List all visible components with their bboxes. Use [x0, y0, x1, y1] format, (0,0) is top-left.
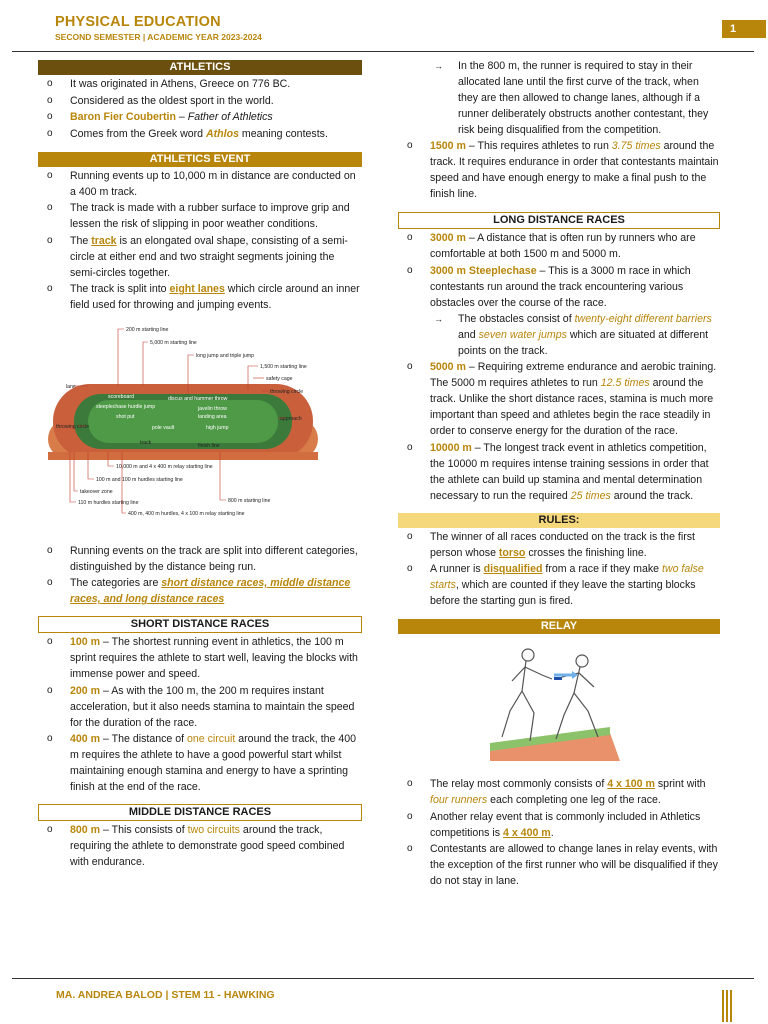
highlight: two false starts [430, 563, 704, 591]
text-span: around the track. It requires endurance in order that contestants maintain speed and have enough energy to make a final push to the finish line. [430, 140, 719, 200]
text-span: sprint with [654, 778, 706, 790]
diagram-label: 200 m starting line [126, 326, 169, 333]
diagram-label: discus and hammer throw [168, 395, 228, 402]
text-span: around the track, the 400 m requires the athlete to have a good powerful start whilst maintaining enough stamina and energy to have a sprinting finish at the end of the race. [70, 733, 357, 793]
sub-list-item: → In the 800 m, the runner is required to stay in their allocated lane until the first curve of the track, when they are then allowed to change lanes, although if a runner deliberately obstructs another contestant, they risk being disqualified from the competition. [398, 58, 720, 138]
diagram-label: pole vault [152, 424, 175, 431]
race-term: 100 m [70, 636, 101, 648]
text-span: . [550, 826, 554, 839]
highlight: 25 times [570, 489, 611, 502]
categories-term: short distance races, middle distance races, and long distance races [70, 577, 351, 605]
athletics-list [38, 76, 362, 142]
footer-author: MA. ANDREA BALOD | STEM 11 - HAWKING [56, 989, 275, 1001]
relay-list [398, 776, 720, 889]
torso-term: torso [498, 546, 526, 559]
text-span: which are situated at different points on the track. [458, 328, 709, 357]
text-span: and [458, 328, 479, 341]
document-header [55, 14, 715, 42]
text-span: around the track, requiring the athlete to demonstrate good speed combined with endurance. [70, 824, 345, 868]
text-span: meaning contests. [238, 127, 328, 140]
track-term: track [91, 234, 117, 247]
text-span: around the track. [610, 489, 694, 502]
text-span: A runner is [430, 563, 484, 575]
highlight: 12.5 times [600, 377, 650, 389]
diagram-label: 100 m and 100 m hurdles starting line [96, 476, 183, 483]
text-span: – Requiring extreme endurance and aerobic training. The 5000 m requires athletes to run [430, 361, 717, 389]
text-span: Another relay event that is commonly included in Athletics competitions is [430, 810, 701, 839]
diagram-label: landing area [198, 413, 227, 420]
list-item [38, 731, 362, 795]
list-item [398, 561, 720, 609]
race-term: 1500 m [430, 140, 466, 152]
diagram-label: finish line [198, 442, 220, 449]
text-span: from a race if they make [542, 563, 662, 575]
race-term: 5000 m [430, 361, 466, 373]
text-span: which circle around an inner field used for throwing and jumping events. [70, 283, 360, 311]
obstacle-sublist [398, 311, 720, 359]
middle-distance-list [38, 822, 362, 870]
diagram-label: high jump [206, 424, 229, 431]
highlight: 3.75 times [611, 140, 661, 152]
diagram-label: javelin throw [198, 405, 227, 412]
rules-list [398, 529, 720, 610]
diagram-label: scoreboard [108, 393, 134, 400]
document-title: PHYSICAL EDUCATION [55, 14, 221, 30]
rules-heading: RULES: [398, 513, 720, 528]
text-span: The relay most commonly consists of [430, 778, 608, 790]
diagram-label: 400 m, 400 m hurdles, 4 x 100 m relay starting line [128, 510, 245, 517]
long-distance-heading: LONG DISTANCE RACES [398, 212, 720, 229]
diagram-label: 10,000 m and 4 x 400 m relay starting line [116, 463, 213, 470]
list-item: o Running events on the track are split into different categories, distinguished by the distance being run. [38, 543, 362, 575]
text-span: – A distance that is often run by runners who are comfortable at both 1500 m and 5000 m. [430, 232, 696, 260]
track-diagram [48, 324, 318, 524]
highlight: twenty-eight different barriers [574, 312, 712, 325]
race-term: 10000 m [430, 441, 472, 454]
text-span: , which are counted if they leave the starting blocks before the starting gun is fired. [430, 579, 696, 607]
race-1500-list [398, 138, 720, 202]
text-span: – The distance of [100, 733, 188, 745]
list-item [38, 822, 362, 870]
highlight: two circuits [187, 824, 240, 836]
text-span: The obstacles consist of [458, 312, 575, 325]
text-span: – This is a 3000 m race in which contestants run around the track encountering various obstacles over the course of the race. [430, 264, 691, 309]
footer-divider [12, 978, 754, 979]
list-item [38, 126, 362, 142]
diagram-label: approach [280, 415, 302, 422]
text-span: Comes from the Greek word [70, 127, 206, 140]
document-subtitle: SECOND SEMESTER | ACADEMIC YEAR 2023-2024 [55, 32, 262, 42]
short-distance-heading: SHORT DISTANCE RACES [38, 616, 362, 633]
text-span: – The shortest running event in athletics, the 100 m sprint requires the athlete to start well, leaving the blocks with immense power and speed. [70, 636, 358, 680]
text-span: is an elongated oval shape, consisting of a semi-circle at either end and two straight segments joining the semi-circles together. [70, 234, 348, 279]
athletics-heading: ATHLETICS [38, 60, 362, 75]
page-number: 1 [722, 20, 766, 38]
list-item [398, 359, 720, 439]
lanes-term: eight lanes [169, 283, 225, 295]
list-item [38, 233, 362, 281]
diagram-label: 110 m hurdles starting line [78, 499, 139, 506]
list-item [38, 575, 362, 607]
list-item [398, 440, 720, 504]
diagram-label: lane [66, 383, 76, 390]
left-column [38, 58, 362, 871]
diagram-label: steeplechase hurdle jump [96, 403, 156, 410]
long-distance-list [398, 230, 720, 504]
list-item: o It was originated in Athens, Greece on 776 BC. [38, 76, 362, 92]
highlight: four runners [430, 794, 488, 806]
diagram-label: 5,000 m starting line [150, 339, 197, 346]
text-span: – This consists of [100, 824, 188, 836]
race-term: 200 m [70, 684, 101, 697]
list-item: o Running events up to 10,000 m in distance are conducted on a 400 m track. [38, 168, 362, 200]
race-term: 800 m [70, 824, 101, 836]
sub-800-list [398, 58, 720, 138]
diagram-label: throwing circle [270, 388, 304, 395]
text-span: crosses the finishing line. [525, 546, 647, 559]
short-distance-list [38, 634, 362, 795]
diagram-label: track [140, 439, 152, 446]
text-span: The [70, 234, 92, 247]
relay-term: 4 x 100 m [607, 778, 655, 790]
list-item [398, 263, 720, 359]
relay-illustration [490, 641, 620, 761]
list-item [38, 281, 362, 313]
list-item [398, 776, 720, 808]
list-item: o Contestants are allowed to change lanes in relay events, with the exception of the first runner who will be disqualified if they do not stay in lane. [398, 841, 720, 889]
text-span: The track is split into [70, 283, 170, 295]
text-span: The categories are [70, 577, 162, 589]
text-span: – As with the 100 m, the 200 m requires instant acceleration, but it also needs stamina to maintain the speed for the duration of the race. [70, 684, 355, 729]
sub-list-item [398, 311, 720, 359]
list-item [398, 809, 720, 841]
text-span: – This requires athletes to run [465, 140, 612, 152]
list-item [398, 529, 720, 561]
relay-term: 4 x 400 m [503, 826, 551, 839]
highlight: seven water jumps [478, 328, 567, 341]
diagram-label: long jump and triple jump [196, 352, 254, 359]
list-item [398, 230, 720, 262]
list-item: o Considered as the oldest sport in the world. [38, 93, 362, 109]
father-name: Baron Fier Coubertin [70, 111, 176, 123]
text-span: each completing one leg of the race. [487, 794, 661, 806]
diagram-label: 800 m starting line [228, 497, 271, 504]
right-column [398, 58, 720, 890]
footer-decoration [722, 990, 732, 1022]
text-span: – The longest track event in athletics competition, the 10000 m requires intense training sessions in order that the athlete can build up stamina and mental determination necessary to run the required [430, 441, 709, 502]
athletics-event-list [38, 168, 362, 314]
race-term: 3000 m Steeplechase [430, 264, 537, 277]
diagram-label: 1,500 m starting line [260, 363, 307, 370]
list-item [38, 109, 362, 125]
greek-word: Athlos [206, 127, 239, 140]
race-term: 3000 m [430, 232, 466, 244]
middle-distance-heading: MIDDLE DISTANCE RACES [38, 804, 362, 821]
disqualified-term: disqualified [483, 563, 543, 575]
diagram-label: safety cage [266, 375, 293, 382]
diagram-label: takeover zone [80, 488, 113, 495]
relay-heading: RELAY [398, 619, 720, 634]
father-rest: – Father of Athletics [175, 111, 273, 123]
list-item: o The track is made with a rubber surface to improve grip and lessen the risk of slipping in poor weather conditions. [38, 200, 362, 232]
text-span: The winner of all races conducted on the track is the first person whose [430, 530, 695, 559]
diagram-label: shot put [116, 413, 135, 420]
list-item [38, 634, 362, 682]
list-item [398, 138, 720, 202]
athletics-event-heading: ATHLETICS EVENT [38, 152, 362, 167]
highlight: one circuit [187, 733, 236, 745]
diagram-label: throwing circle [56, 423, 90, 430]
race-term: 400 m [70, 733, 101, 745]
header-divider [12, 51, 754, 52]
list-item [38, 683, 362, 731]
categories-list [38, 543, 362, 608]
text-span: around the track. Unlike the short distance races, stamina is much more important than speed and athletes begin the race steadily in order to conserve energy for the duration of the race. [430, 377, 714, 437]
